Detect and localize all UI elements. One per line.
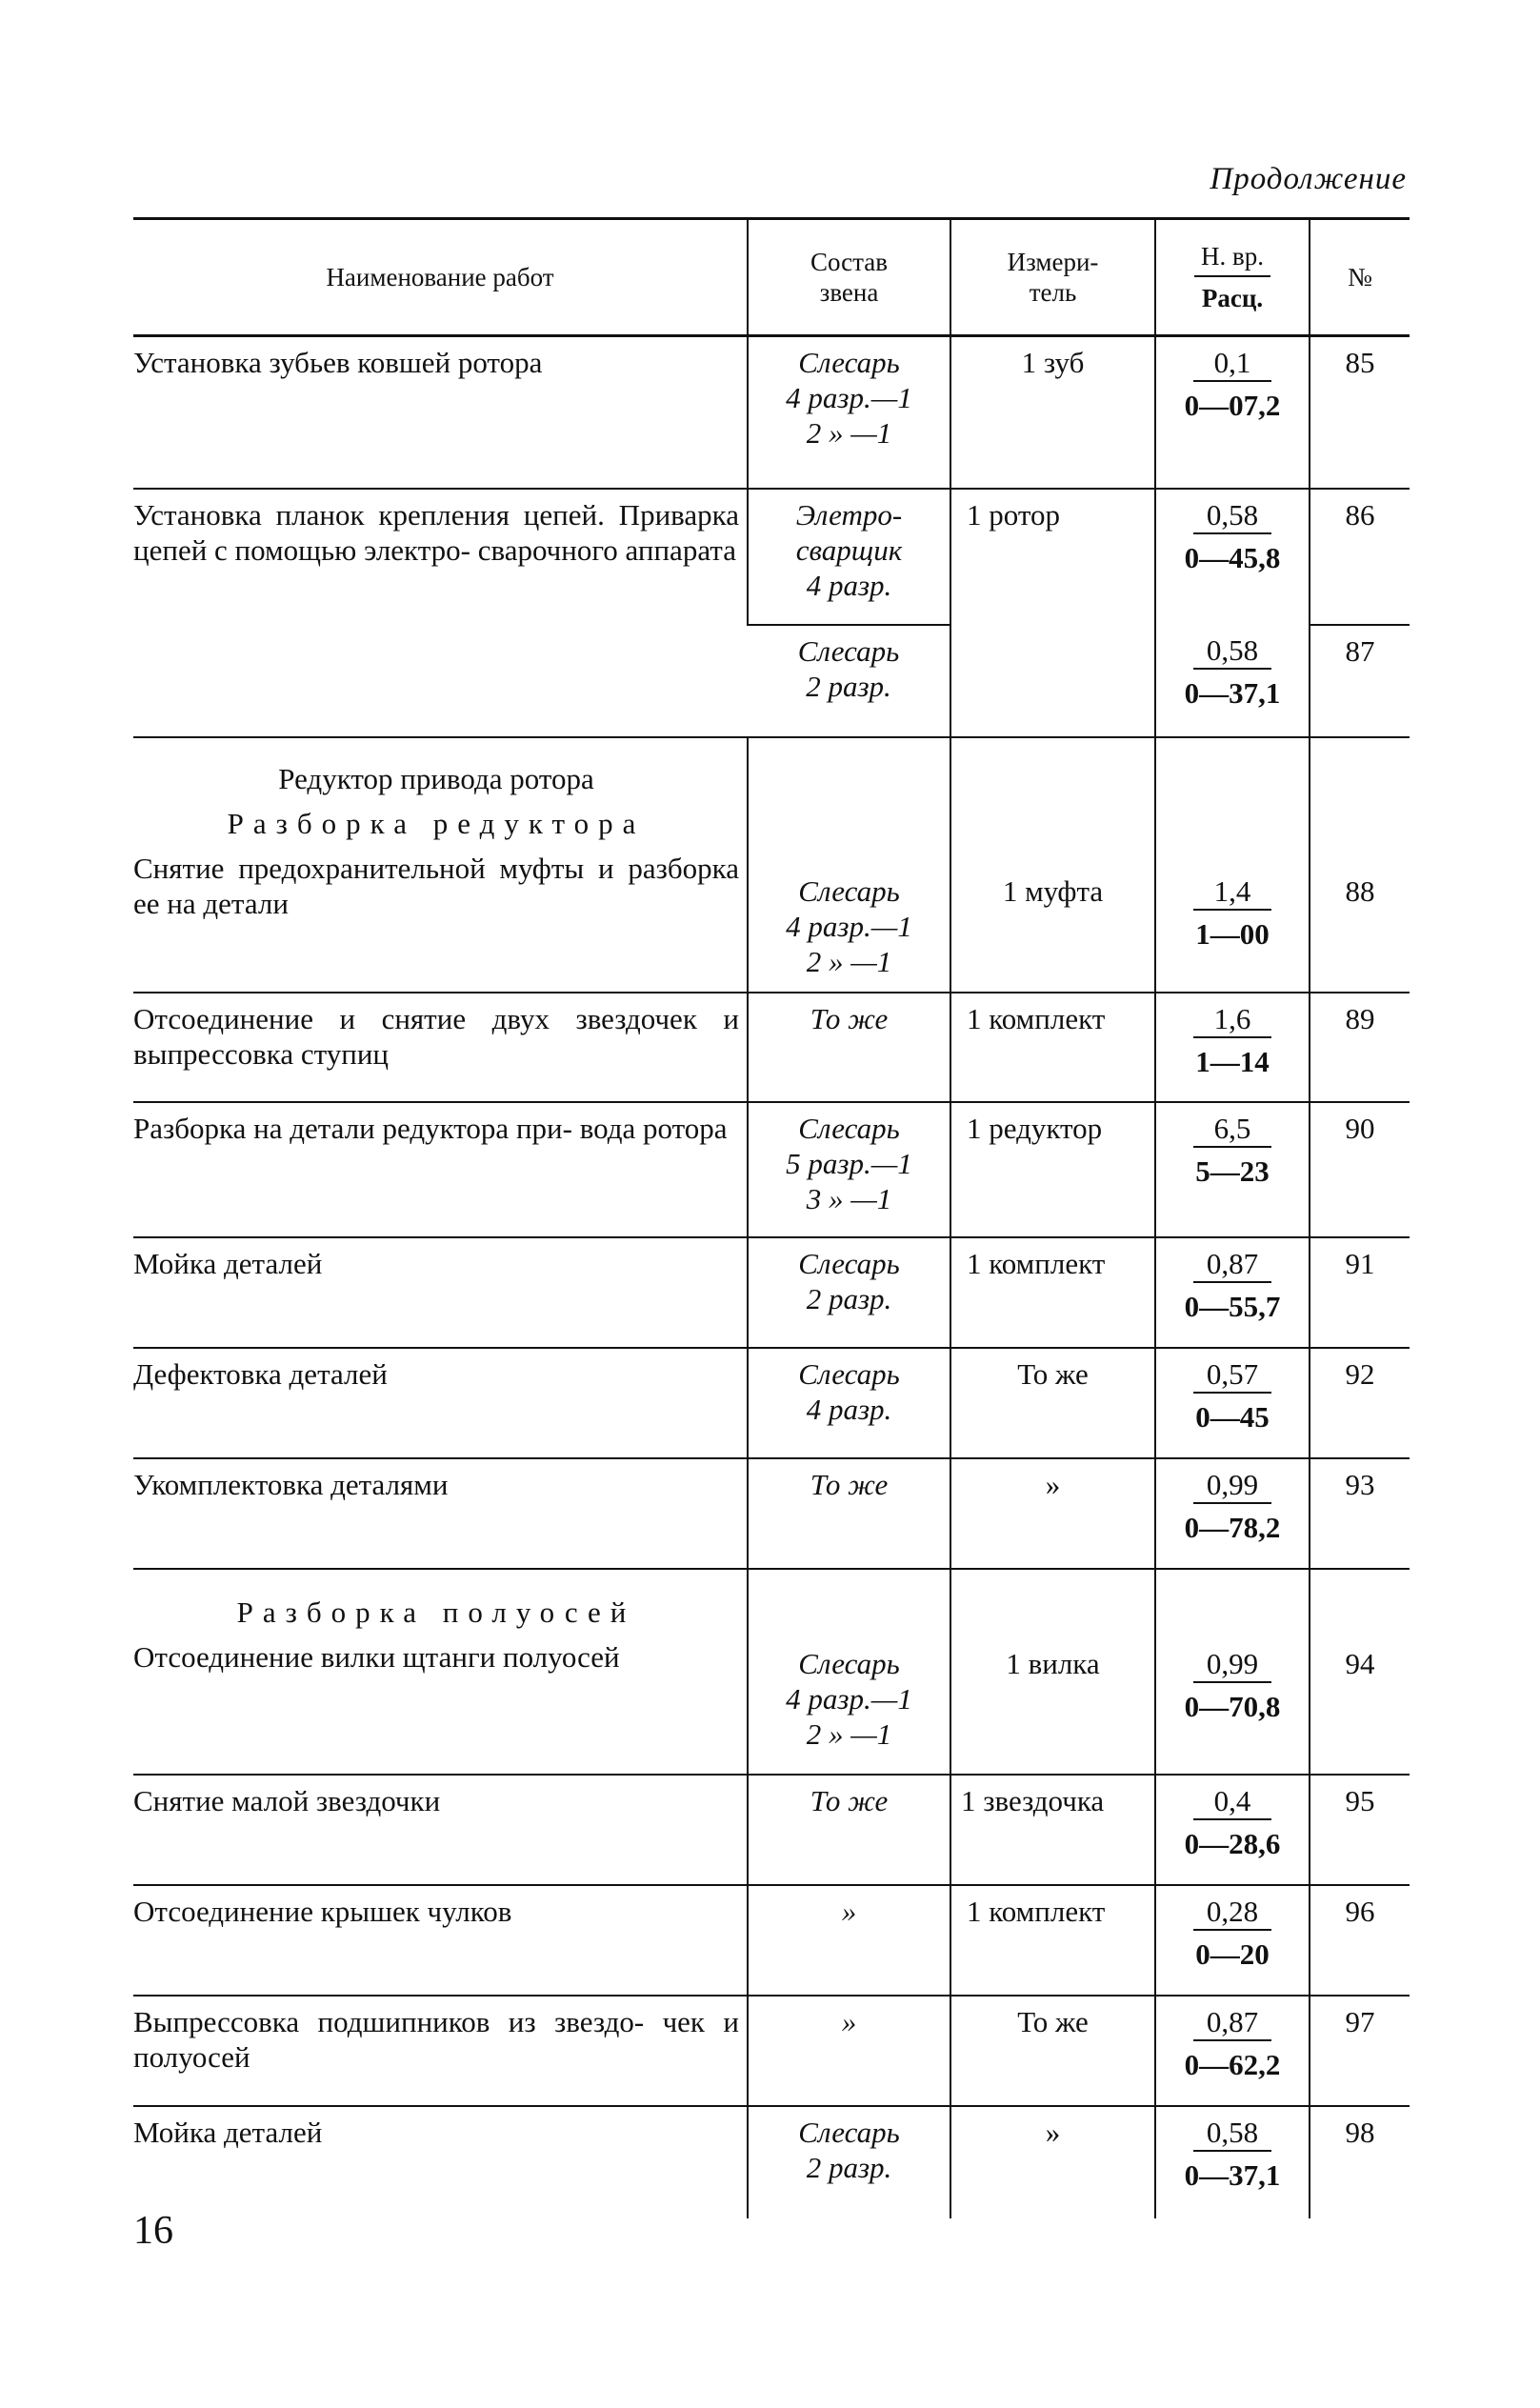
row-number: 86	[1310, 489, 1410, 625]
work-name: Мойка деталей	[133, 1237, 748, 1348]
unit-cell: 1 муфта	[950, 737, 1155, 993]
crew-cell: Слесарь 4 разр.	[748, 1348, 950, 1458]
header-norm	[1155, 219, 1310, 336]
unit-cell: 1 звездочка	[950, 1775, 1155, 1885]
continuation-label: Продолжение	[1210, 162, 1407, 196]
unit-cell: 1 комплект	[950, 1237, 1155, 1348]
row-number: 87	[1310, 625, 1410, 737]
header-name: Наименование работ	[133, 219, 748, 336]
norm-cell: $\frac{0,99}{0—70,8}$	[1155, 1569, 1310, 1775]
crew-cell: Слесарь 4 разр.—1 2 » —1	[748, 336, 950, 489]
work-name: Разборка на детали редуктора при- вода ротора	[133, 1102, 748, 1237]
crew-cell: »	[748, 1996, 950, 2106]
work-name: Снятие малой звездочки	[133, 1775, 748, 1885]
table-row	[133, 336, 1410, 489]
norm-cell: $\frac{0,28}{0—20}$	[1155, 1885, 1310, 1996]
header-time: Н. вр.	[1194, 241, 1270, 277]
row-number: 85	[1310, 336, 1410, 489]
unit-cell: То же	[950, 1348, 1155, 1458]
work-name: Мойка деталей	[133, 2115, 323, 2149]
unit-cell: 1 ротор	[950, 489, 1155, 737]
table-row	[133, 1348, 1410, 1458]
work-norms-table	[133, 217, 1410, 2218]
norm-cell: $\frac{6,5}{5—23}$	[1155, 1102, 1310, 1237]
table-row	[133, 1102, 1410, 1237]
crew-cell: Слесарь 5 разр.—1 3 » —1	[748, 1102, 950, 1237]
subsection-heading: Разборка редуктора	[227, 806, 646, 840]
unit-cell: 1 зуб	[950, 336, 1155, 489]
header-number: №	[1310, 219, 1410, 336]
table-row	[133, 1569, 1410, 1775]
norm-cell: $\frac{0,87}{0—62,2}$	[1155, 1996, 1310, 2106]
norm-cell: $\frac{0,58}{0—37,1}$	[1155, 2106, 1310, 2218]
work-name: Разборка полуосей Отсоединение вилки щтанги полуосей	[133, 1569, 748, 1775]
crew-cell: Элетро- сварщик 4 разр.	[748, 489, 950, 625]
norm-cell: $\frac{0,58}{0—37,1}$	[1155, 625, 1310, 737]
work-name: Выпрессовка подшипников из звездо- чек и полуосей	[133, 1996, 748, 2106]
table-row	[133, 1458, 1410, 1569]
row-number: 93	[1310, 1458, 1410, 1569]
row-number: 91	[1310, 1237, 1410, 1348]
row-number: 98	[1310, 2106, 1410, 2218]
row-number: 89	[1310, 993, 1410, 1102]
work-name: Укомплектовка деталями	[133, 1458, 748, 1569]
norm-cell: $\frac{0,58}{0—45,8}$	[1155, 489, 1310, 625]
crew-cell: »	[748, 1885, 950, 1996]
table-row	[133, 1885, 1410, 1996]
unit-cell: 1 редуктор	[950, 1102, 1155, 1237]
norm-cell: $\frac{1,6}{1—14}$	[1155, 993, 1310, 1102]
crew-cell: То же	[748, 1458, 950, 1569]
table-row	[133, 993, 1410, 1102]
row-number: 96	[1310, 1885, 1410, 1996]
norm-cell: $\frac{0,99}{0—78,2}$	[1155, 1458, 1310, 1569]
table-row	[133, 1996, 1410, 2106]
crew-cell: Слесарь 2 разр.	[748, 625, 950, 737]
unit-cell: То же	[950, 1996, 1155, 2106]
unit-cell: 1 комплект	[950, 1885, 1155, 1996]
table-row	[133, 489, 1410, 625]
table-row	[133, 2106, 1410, 2218]
row-number: 94	[1310, 1569, 1410, 1775]
work-name: Дефектовка деталей	[133, 1348, 748, 1458]
crew-cell: Слесарь 4 разр.—1 2 » —1	[748, 1569, 950, 1775]
table-row	[133, 1775, 1410, 1885]
row-number: 97	[1310, 1996, 1410, 2106]
crew-cell: Слесарь 2 разр.	[748, 2106, 950, 2218]
norm-cell: $\frac{0,4}{0—28,6}$	[1155, 1775, 1310, 1885]
subsection-heading: Разборка полуосей	[236, 1595, 636, 1629]
row-number: 92	[1310, 1348, 1410, 1458]
header-rate: Расц.	[1201, 284, 1264, 312]
work-name: Отсоединение и снятие двух звездочек и выпрессовка ступиц	[133, 993, 748, 1102]
work-name: Установка планок крепления цепей. Приварка цепей с помощью электро- сварочного аппарата	[133, 489, 748, 737]
norm-cell: $\frac{0,57}{0—45}$	[1155, 1348, 1310, 1458]
table-header-row	[133, 219, 1410, 336]
page-number: 16	[133, 2209, 173, 2253]
row-number: 90	[1310, 1102, 1410, 1237]
work-name: Установка зубьев ковшей ротора	[133, 336, 748, 489]
work-name: Редуктор привода ротора Разборка редуктора Снятие предохранительной муфты и разборка ее на детали	[133, 737, 748, 993]
unit-cell: »	[950, 2106, 1155, 2218]
unit-cell: »	[950, 1458, 1155, 1569]
header-crew: Состав звена	[748, 219, 950, 336]
work-name: Отсоединение крышек чулков	[133, 1885, 748, 1996]
row-number: 95	[1310, 1775, 1410, 1885]
table-row	[133, 737, 1410, 993]
crew-cell: То же	[748, 993, 950, 1102]
crew-cell: То же	[748, 1775, 950, 1885]
unit-cell: 1 вилка	[950, 1569, 1155, 1775]
crew-cell: Слесарь 4 разр.—1 2 » —1	[748, 737, 950, 993]
crew-cell: Слесарь 2 разр.	[748, 1237, 950, 1348]
norm-cell: $\frac{0,1}{0—07,2}$	[1155, 336, 1310, 489]
section-heading: Редуктор привода ротора	[278, 761, 594, 795]
row-number: 88	[1310, 737, 1410, 993]
unit-cell: 1 комплект	[950, 993, 1155, 1102]
table-row	[133, 1237, 1410, 1348]
norm-cell: $\frac{1,4}{1—00}$	[1155, 737, 1310, 993]
header-unit: Измери- тель	[950, 219, 1155, 336]
norm-cell: $\frac{0,87}{0—55,7}$	[1155, 1237, 1310, 1348]
